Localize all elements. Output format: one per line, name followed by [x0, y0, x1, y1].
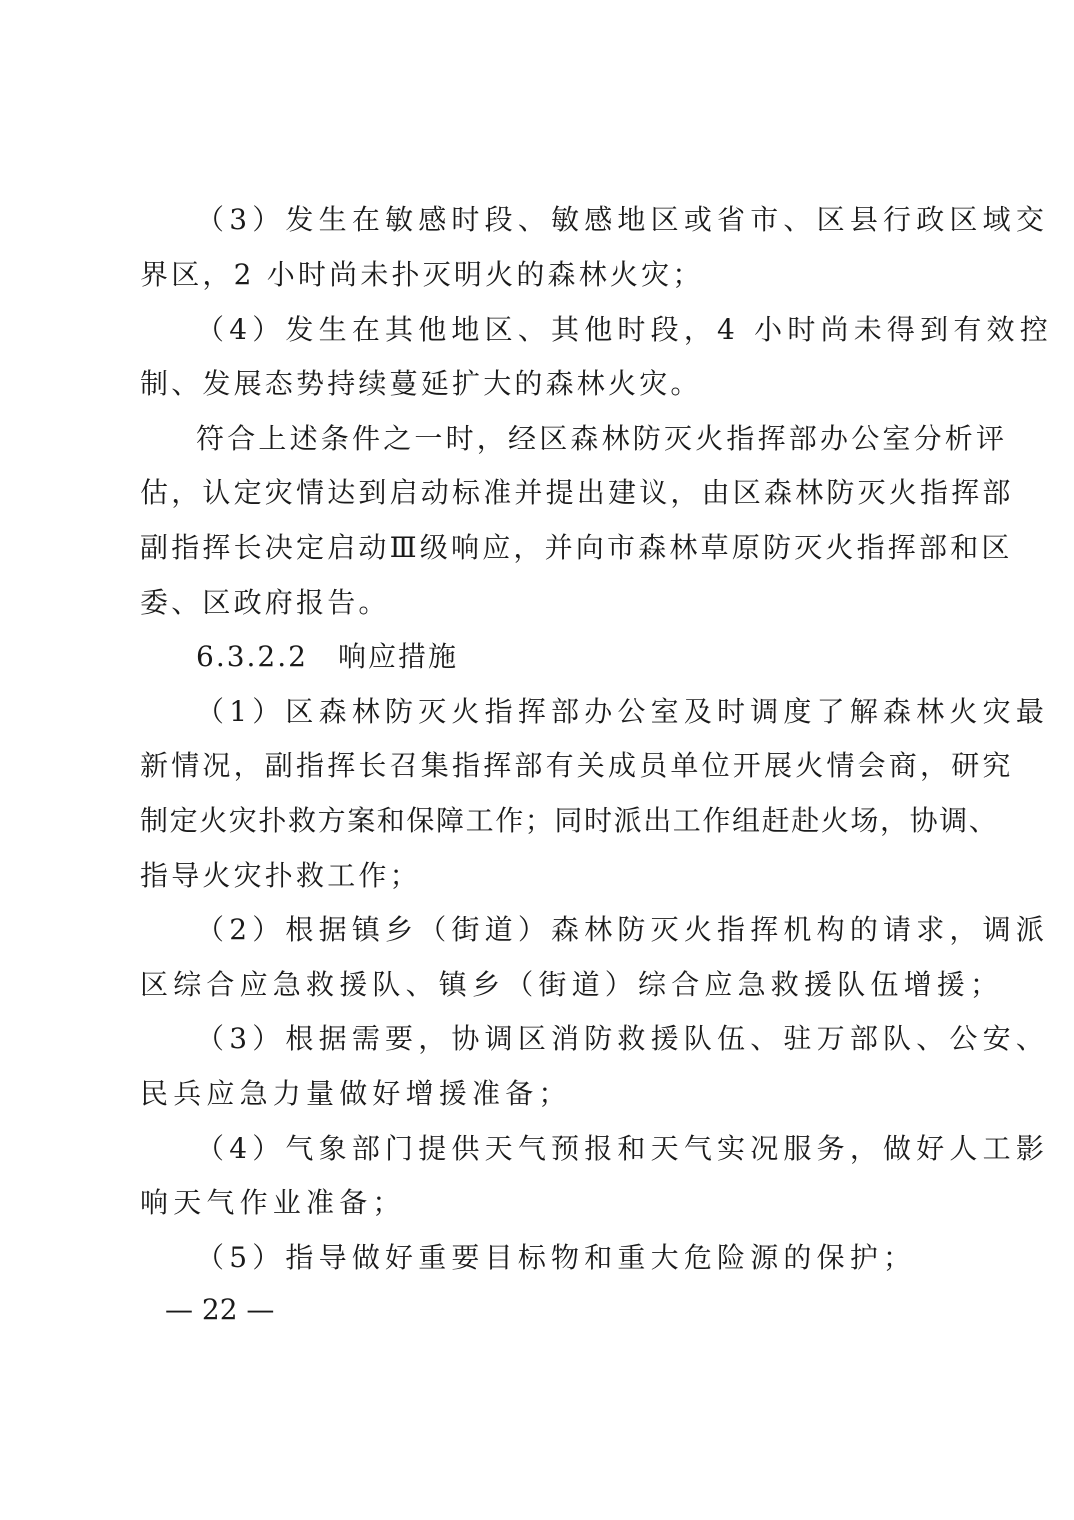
line-text: （3）发生在敏感时段、敏感地区或省市、区县行政区域交 [196, 203, 1050, 236]
body-line [0, 1014, 1074, 1064]
body-line [0, 468, 1074, 518]
body-line [0, 851, 1074, 901]
line-text: 响天气作业准备； [140, 1186, 406, 1219]
body-line [0, 305, 1074, 355]
body-line [0, 960, 1074, 1010]
body-line [0, 1178, 1074, 1228]
line-text: 民兵应急力量做好增援准备； [140, 1077, 572, 1110]
line-text: 制、发展态势持续蔓延扩大的森林火灾。 [140, 367, 702, 400]
body-line [0, 195, 1074, 245]
line-text: 区综合应急救援队、镇乡（街道）综合应急救援队伍增援； [140, 968, 1004, 1001]
body-line [0, 250, 1074, 300]
section-heading-text: 6.3.2.2 响应措施 [196, 640, 458, 673]
section-heading [0, 632, 1074, 682]
body-line [0, 578, 1074, 628]
body-line [0, 414, 1074, 464]
line-text: 估，认定灾情达到启动标准并提出建议，由区森林防灭火指挥部 [140, 476, 1014, 509]
line-text: （4）发生在其他地区、其他时段，4 小时尚未得到有效控 [196, 313, 1053, 346]
line-text: （1）区森林防灭火指挥部办公室及时调度了解森林火灾最 [196, 695, 1050, 728]
line-text: 副指挥长决定启动Ⅲ级响应，并向市森林草原防灭火指挥部和区 [140, 531, 1013, 564]
line-text: （4）气象部门提供天气预报和天气实况服务，做好人工影 [196, 1132, 1050, 1165]
body-line [0, 1124, 1074, 1174]
page-number: — 22 — [165, 1293, 275, 1326]
line-text: （5）指导做好重要目标物和重大危险源的保护； [196, 1241, 917, 1274]
body-line [0, 523, 1074, 573]
line-text: 指导火灾扑救工作； [140, 859, 421, 892]
body-line [0, 905, 1074, 955]
body-line [0, 1233, 1074, 1283]
line-text: 制定火灾扑救方案和保障工作；同时派出工作组赶赴火场，协调、 [140, 804, 999, 837]
line-text: 符合上述条件之一时，经区森林防灭火指挥部办公室分析评 [196, 422, 1008, 455]
line-text: 新情况，副指挥长召集指挥部有关成员单位开展火情会商，研究 [140, 749, 1014, 782]
line-text: 委、区政府报告。 [140, 586, 390, 619]
line-text: （3）根据需要，协调区消防救援队伍、驻万部队、公安、 [196, 1022, 1050, 1055]
line-text: 界区，2 小时尚未扑灭明火的森林火灾； [140, 258, 704, 291]
line-text: （2）根据镇乡（街道）森林防灭火指挥机构的请求，调派 [196, 913, 1050, 946]
body-line [0, 359, 1074, 409]
body-line [0, 796, 1074, 846]
body-line [0, 1069, 1074, 1119]
body-line [0, 741, 1074, 791]
body-line [0, 687, 1074, 737]
